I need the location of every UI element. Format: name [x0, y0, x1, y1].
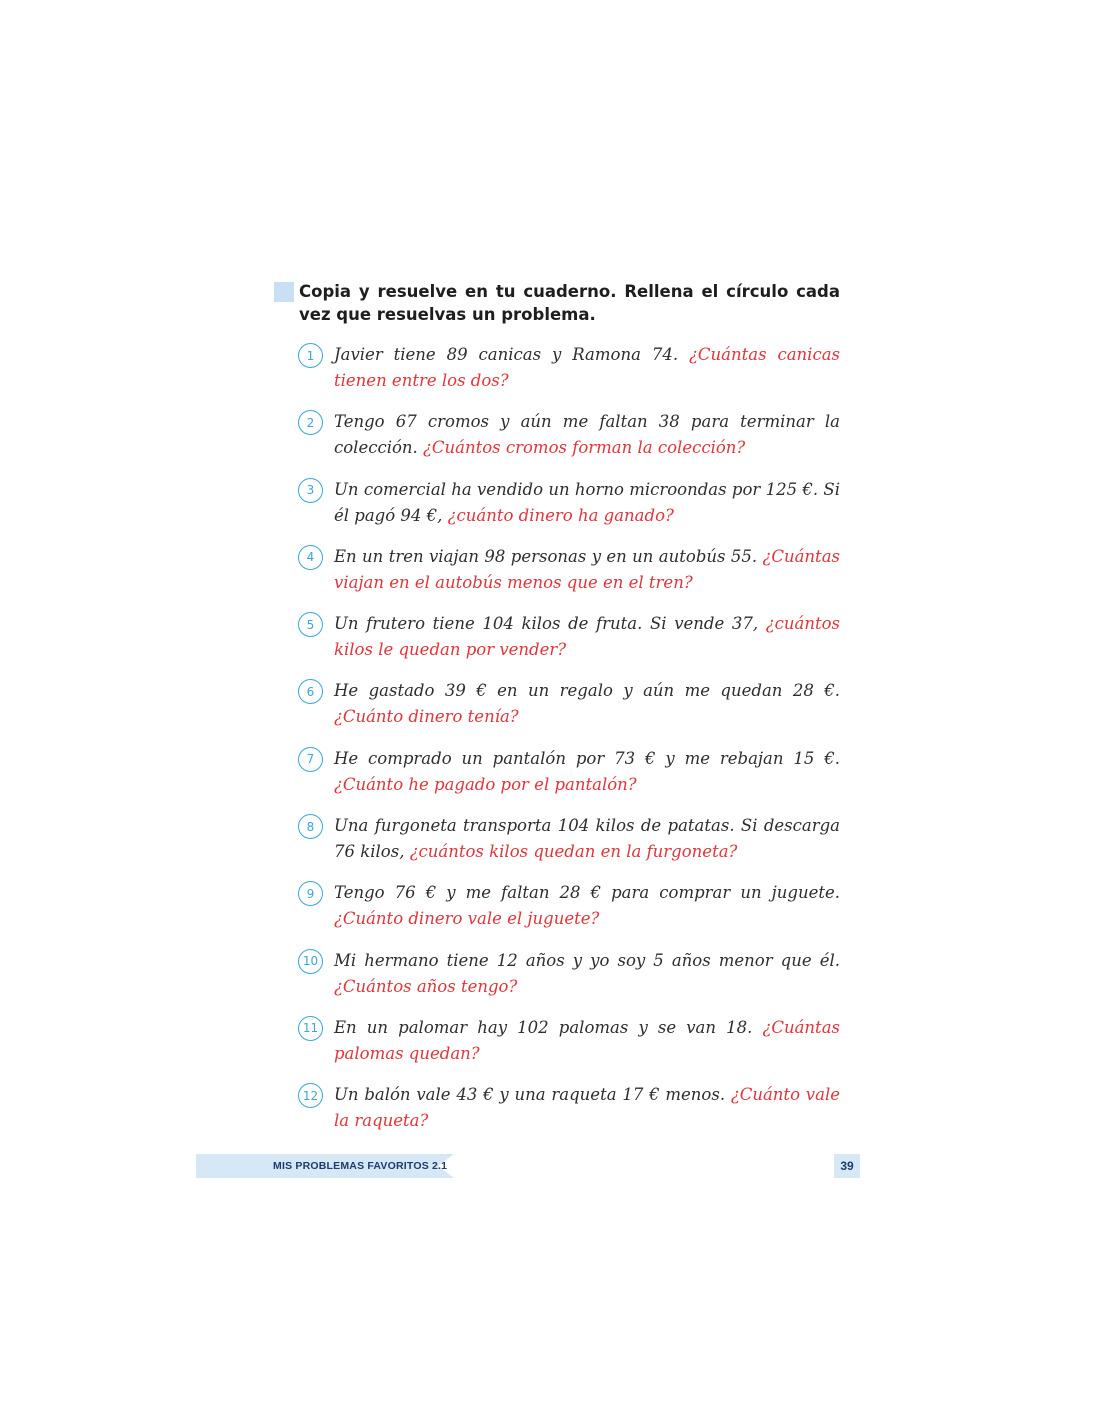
- footer-band: [196, 1154, 454, 1178]
- problem-statement: Tengo 76 € y me faltan 28 € para comprar un juguete.: [334, 883, 840, 903]
- problem-question: ¿Cuántas viajan en el autobús menos que en el tren?: [334, 546, 840, 592]
- problem-text: [334, 880, 840, 932]
- problem-checkbox-circle[interactable]: 6: [298, 679, 323, 704]
- problem-statement: Un frutero tiene 104 kilos de fruta. Si vende 37,: [334, 614, 766, 634]
- problem-checkbox-circle[interactable]: 12: [298, 1083, 323, 1108]
- problem-question: ¿Cuántas canicas tienen entre los dos?: [334, 345, 840, 390]
- problem-question: ¿Cuánto dinero tenía?: [334, 707, 519, 727]
- problem-checkbox-circle[interactable]: 2: [298, 410, 323, 435]
- problem-question: ¿Cuántas palomas quedan?: [334, 1017, 840, 1063]
- problem-text: [334, 611, 840, 663]
- footer-book-title: MIS PROBLEMAS FAVORITOS 2.1: [273, 1160, 448, 1172]
- problem-statement: Una furgoneta transporta 104 kilos de patatas. Si descarga 76 kilos,: [334, 816, 840, 862]
- problem-question: ¿Cuánto he pagado por el pantalón?: [334, 774, 637, 794]
- problem-statement: He gastado 39 € en un regalo y aún me quedan 28 €.: [334, 681, 840, 701]
- problem-item: [298, 948, 840, 1015]
- problem-checkbox-circle[interactable]: 4: [298, 545, 323, 570]
- problem-checkbox-circle[interactable]: 7: [298, 747, 323, 772]
- instruction-block: [274, 280, 840, 326]
- problem-item: [298, 880, 840, 947]
- instruction-text: Copia y resuelve en tu cuaderno. Rellena el círculo cada vez que resuelvas un problema.: [299, 282, 840, 324]
- problem-item: [298, 611, 840, 678]
- problem-checkbox-circle[interactable]: 11: [298, 1016, 323, 1041]
- problem-text: [334, 477, 840, 529]
- problem-item: [298, 746, 840, 813]
- problem-question: ¿cuánto dinero ha ganado?: [447, 505, 674, 525]
- problem-text: [334, 678, 840, 730]
- problem-item: [298, 1082, 840, 1149]
- problem-checkbox-circle[interactable]: 9: [298, 881, 323, 906]
- problem-text: [334, 746, 840, 798]
- problem-question: ¿Cuánto dinero vale el juguete?: [334, 909, 600, 929]
- problem-statement: En un tren viajan 98 personas y en un autobús 55.: [334, 546, 763, 566]
- problem-checkbox-circle[interactable]: 8: [298, 814, 323, 839]
- problem-checkbox-circle[interactable]: 5: [298, 612, 323, 637]
- page-number: 39: [834, 1154, 860, 1178]
- problem-list: [298, 342, 840, 1150]
- problem-question: ¿Cuántos cromos forman la colección?: [423, 438, 746, 458]
- problem-statement: Un balón vale 43 € y una raqueta 17 € menos.: [334, 1085, 731, 1105]
- problem-item: [298, 342, 840, 409]
- problem-text: [334, 409, 840, 461]
- problem-item: [298, 1015, 840, 1082]
- problem-item: [298, 678, 840, 745]
- problem-question: ¿Cuánto vale la raqueta?: [334, 1085, 840, 1131]
- problem-statement: Un comercial ha vendido un horno microondas por 125 €. Si él pagó 94 €,: [334, 479, 840, 525]
- problem-checkbox-circle[interactable]: 1: [298, 343, 323, 368]
- problem-text: [334, 948, 840, 1000]
- problem-item: [298, 409, 840, 476]
- problem-item: [298, 477, 840, 544]
- problem-text: [334, 1082, 840, 1134]
- problem-statement: He comprado un pantalón por 73 € y me rebajan 15 €.: [334, 748, 840, 768]
- problem-question: ¿Cuántos años tengo?: [334, 976, 518, 996]
- problem-statement: Javier tiene 89 canicas y Ramona 74.: [334, 345, 690, 364]
- problem-text: [334, 342, 840, 394]
- problem-text: [334, 544, 840, 596]
- problem-question: ¿cuántos kilos le quedan por vender?: [334, 614, 840, 660]
- problem-checkbox-circle[interactable]: 3: [298, 478, 323, 503]
- problem-question: ¿cuántos kilos quedan en la furgoneta?: [409, 842, 738, 862]
- problem-text: [334, 1015, 840, 1067]
- problem-item: [298, 544, 840, 611]
- problem-statement: En un palomar hay 102 palomas y se van 18.: [334, 1017, 763, 1037]
- instruction-marker: [274, 282, 294, 302]
- problem-checkbox-circle[interactable]: 10: [298, 949, 323, 974]
- problem-item: [298, 813, 840, 880]
- problem-statement: Mi hermano tiene 12 años y yo soy 5 años menor que él.: [334, 950, 840, 970]
- problem-text: [334, 813, 840, 865]
- problem-statement: Tengo 67 cromos y aún me faltan 38 para terminar la colección.: [334, 412, 840, 458]
